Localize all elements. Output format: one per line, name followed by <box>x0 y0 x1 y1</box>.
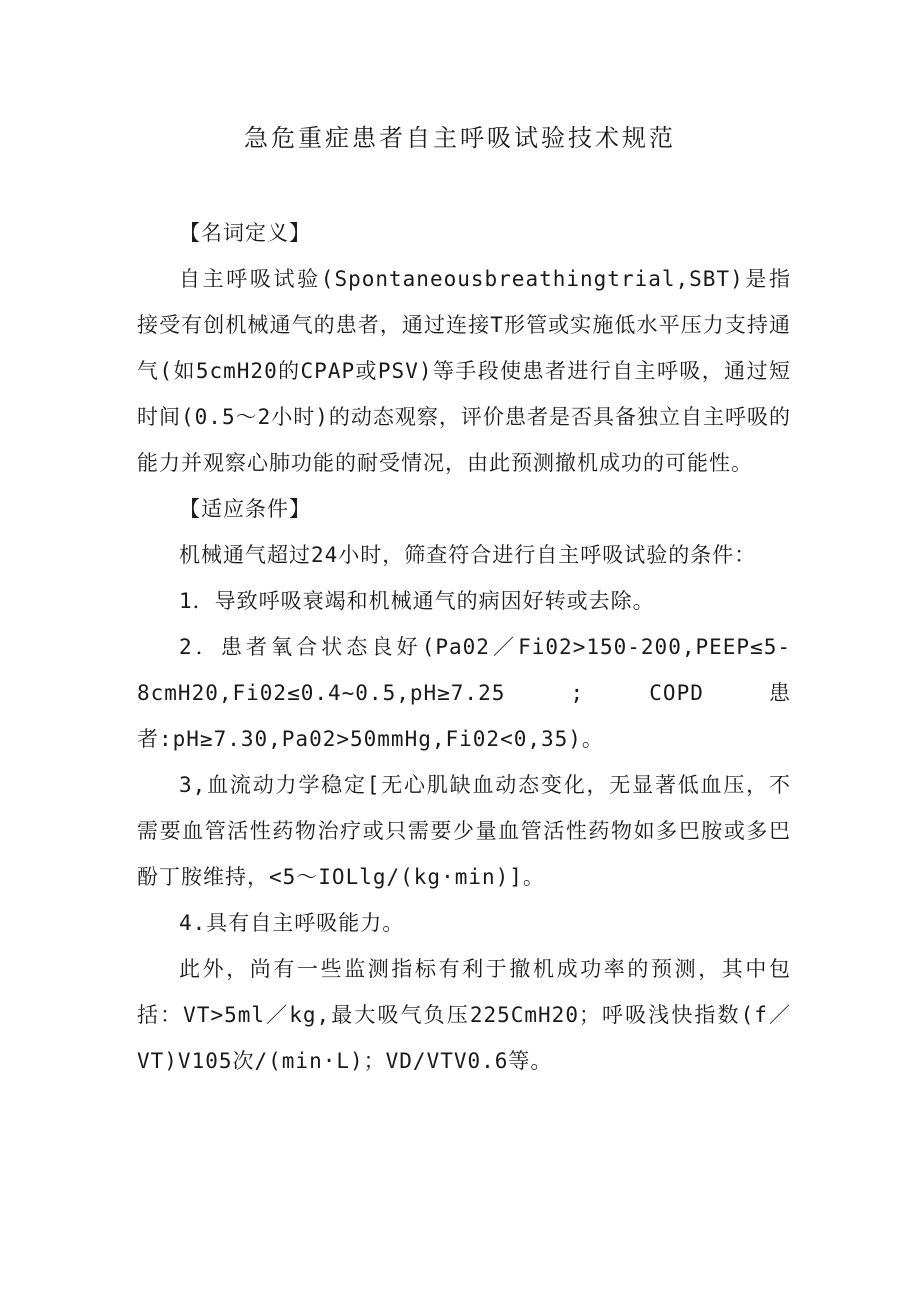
paragraph-screening-intro: 机械通气超过24小时，筛查符合进行自主呼吸试验的条件： <box>179 543 757 567</box>
criterion-2: 2．患者氧合状态良好(Pa02／Fi02>150-200,PEEP≤5-8cmH20,Fi02≤0.4~0.5,pH≥7.25 ; COPD 患者:pH≥7.30,Pa02>50mmHg,Fi02<0,35)。 <box>137 635 791 751</box>
criterion-4: 4.具有自主呼吸能力。 <box>179 911 405 935</box>
criterion-3: 3,血流动力学稳定[无心肌缺血动态变化，无显著低血压，不需要血管活性药物治疗或只需要少量血管活性药物如多巴胺或多巴酚丁胺维持，<5～IOLlg/(kg·min)]。 <box>137 773 791 889</box>
document-body <box>137 210 791 1084</box>
paragraph-additional-indicators: 此外，尚有一些监测指标有利于撤机成功率的预测，其中包括：VT>5ml／kg,最大吸气负压225CmH20；呼吸浅快指数(f／VT)V105次/(min·L)；VD/VTV0.6等。 <box>137 957 791 1073</box>
section-heading-definition: 【名词定义】 <box>179 221 311 245</box>
section-heading-indications: 【适应条件】 <box>179 497 311 521</box>
document-title: 急危重症患者自主呼吸试验技术规范 <box>244 124 676 152</box>
paragraph-definition: 自主呼吸试验(Spontaneousbreathingtrial,SBT)是指接受有创机械通气的患者，通过连接T形管或实施低水平压力支持通气(如5cmH20的CPAP或PSV)等手段使患者进行自主呼吸，通过短时间(0.5～2小时)的动态观察，评价患者是否具备独立自主呼吸的能力并观察心肺功能的耐受情况，由此预测撤机成功的可能性。 <box>137 267 791 475</box>
criterion-1: 1．导致呼吸衰竭和机械通气的病因好转或去除。 <box>179 589 655 613</box>
